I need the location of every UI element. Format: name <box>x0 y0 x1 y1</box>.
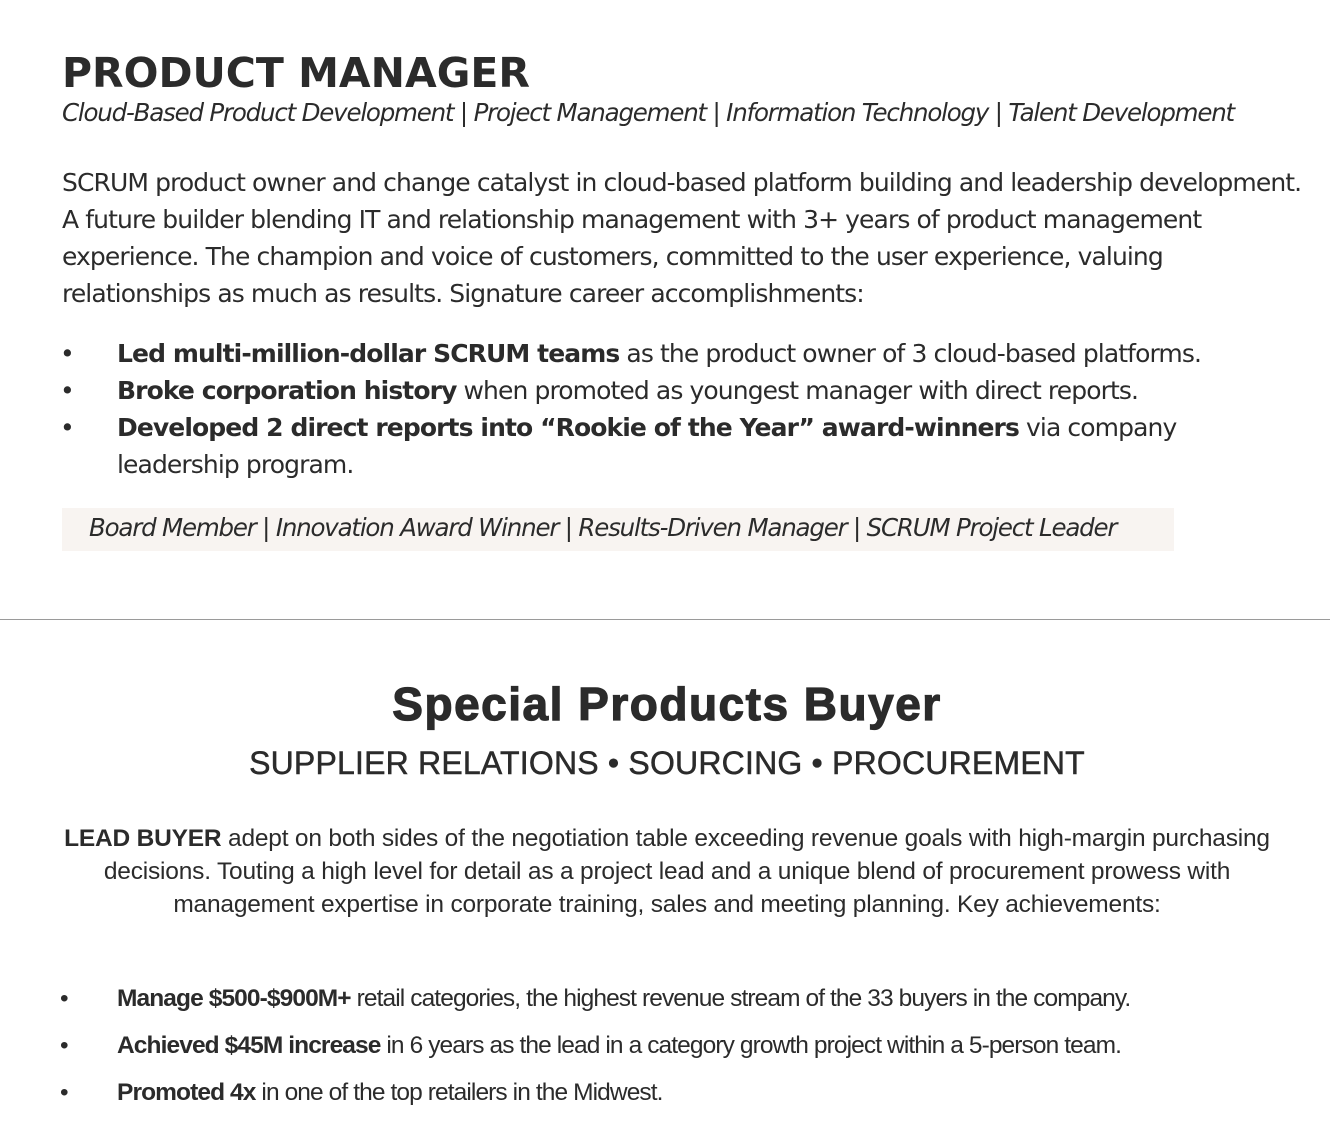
pm-tags-banner: Board Member | Innovation Award Winner | Results-Driven Manager | SCRUM Project Leader <box>62 508 1174 551</box>
list-item <box>62 409 1302 483</box>
achievement-text: when promoted as youngest manager with direct reports. <box>456 376 1139 405</box>
buyer-summary-text: adept on both sides of the negotiation table exceeding revenue goals with high-margin purchasing decisions. Touting a high level for detail as a project lead and a unique blend of procurement prowess with management expertise in corporate training, sales and meeting planning. Key achievements: <box>103 825 1270 918</box>
list-item <box>62 335 1302 372</box>
bullet-icon: • <box>60 376 74 405</box>
pm-subtitle: Cloud-Based Product Development | Project Management | Information Technology | Talent Development <box>62 98 1234 127</box>
buyer-summary <box>58 822 1276 921</box>
achievement-highlight: Manage $500-$900M+ <box>117 985 351 1012</box>
achievement-highlight: Developed 2 direct reports into “Rookie of the Year” award-winners <box>117 413 1019 442</box>
achievement-text: in 6 years as the lead in a category growth project within a 5-person team. <box>380 1032 1122 1059</box>
product-manager-section <box>62 48 1302 483</box>
achievement-text: via company leadership program. <box>117 413 1177 479</box>
list-item <box>62 1076 1322 1123</box>
bullet-icon: • <box>60 1032 68 1059</box>
buyer-subtitle: SUPPLIER RELATIONS • SOURCING • PROCUREMENT <box>249 745 1085 781</box>
list-item <box>62 1029 1322 1076</box>
list-item <box>62 982 1322 1029</box>
buyer-title: Special Products Buyer <box>392 678 942 730</box>
achievement-highlight: Promoted 4x <box>117 1079 256 1106</box>
achievement-text: as the product owner of 3 cloud-based platforms. <box>619 339 1202 368</box>
bullet-icon: • <box>60 413 74 442</box>
pm-achievements-list <box>62 335 1302 483</box>
pm-summary: SCRUM product owner and change catalyst in cloud-based platform building and leadership development. A future builder blending IT and relationship management with 3+ years of product management experience. The champion and voice of customers, committed to the user experience, valuing relationships as much as results. Signature career accomplishments: <box>62 168 1302 308</box>
achievement-highlight: Led multi-million-dollar SCRUM teams <box>117 339 620 368</box>
buyer-achievements-list <box>62 982 1322 1123</box>
bullet-icon: • <box>60 985 68 1012</box>
achievement-text: in one of the top retailers in the Midwest. <box>255 1079 663 1106</box>
bullet-icon: • <box>60 1079 68 1106</box>
section-divider <box>0 619 1330 620</box>
buyer-summary-lead: LEAD BUYER <box>64 825 222 852</box>
pm-title: PRODUCT MANAGER <box>62 49 530 97</box>
achievement-highlight: Achieved $45M increase <box>117 1032 381 1059</box>
bullet-icon: • <box>60 339 74 368</box>
achievement-text: retail categories, the highest revenue stream of the 33 buyers in the company. <box>350 985 1131 1012</box>
list-item <box>62 372 1302 409</box>
achievement-highlight: Broke corporation history <box>117 376 457 405</box>
